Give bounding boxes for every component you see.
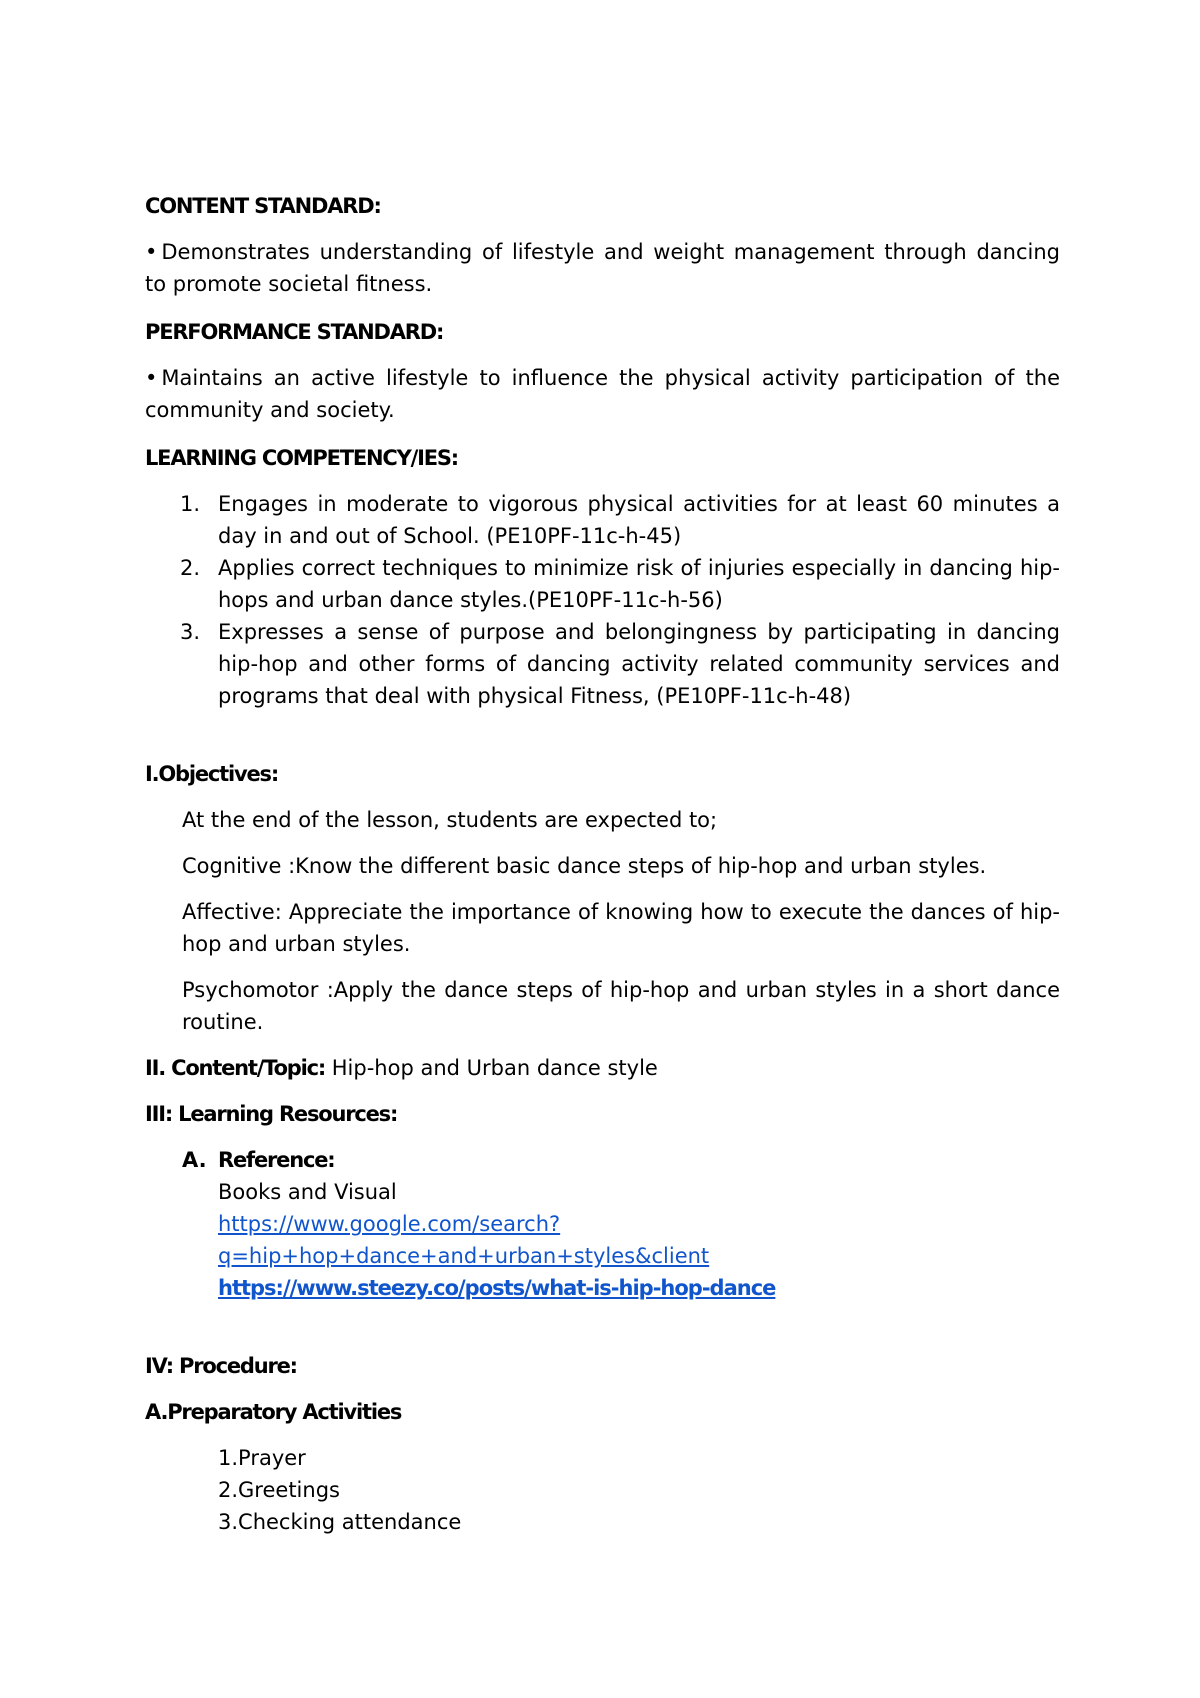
performance-standard-heading: PERFORMANCE STANDARD:	[145, 320, 444, 344]
google-search-link-line1[interactable]: https://www.google.com/search?	[218, 1212, 561, 1236]
google-search-link-line2[interactable]: q=hip+hop+dance+and+urban+styles&client	[218, 1244, 710, 1268]
content-topic-label: II. Content/Topic:	[145, 1056, 326, 1080]
performance-standard-text: • Maintains an active lifestyle to influence the physical activity participation of the community and society.	[145, 366, 1060, 422]
content-topic	[145, 1052, 1060, 1084]
reference-block	[145, 1144, 1060, 1304]
objectives-heading: I.Objectives:	[145, 762, 279, 786]
content-topic-value: Hip-hop and Urban dance style	[325, 1056, 658, 1080]
reference-label: Reference:	[218, 1148, 335, 1172]
list-item: 3.Checking attendance	[218, 1510, 462, 1534]
objectives-intro: At the end of the lesson, students are expected to;	[182, 808, 718, 832]
objective-affective: Affective: Appreciate the importance of knowing how to execute the dances of hip-hop and urban styles.	[182, 900, 1060, 956]
learning-resources-heading: III: Learning Resources:	[145, 1102, 398, 1126]
lesson-plan-page	[145, 190, 1060, 1538]
content-standard-text: • Demonstrates understanding of lifestyle and weight management through dancing to promote societal fitness.	[145, 240, 1060, 296]
learning-competency-heading: LEARNING COMPETENCY/IES:	[145, 446, 458, 470]
preparatory-activities-heading: A.Preparatory Activities	[145, 1400, 402, 1424]
bullet-icon: •	[145, 240, 158, 264]
objective-psychomotor: Psychomotor :Apply the dance steps of hip-hop and urban styles in a short dance routine.	[182, 978, 1060, 1034]
preparatory-list	[145, 1442, 1060, 1538]
list-item: 2.Greetings	[218, 1478, 340, 1502]
objective-cognitive: Cognitive :Know the different basic dance steps of hip-hop and urban styles.	[182, 854, 987, 878]
competency-item: 1. Engages in moderate to vigorous physical activities for at least 60 minutes a day in and out of School. (PE10PF-11c-h-45)	[180, 492, 1060, 548]
competency-item: 3. Expresses a sense of purpose and belongingness by participating in dancing hip-hop and other forms of dancing activity related community services and programs that deal with physical Fitness, (PE10PF-11c-h-48)	[180, 620, 1060, 708]
content-standard-heading: CONTENT STANDARD:	[145, 194, 381, 218]
bullet-icon: •	[145, 366, 158, 390]
list-item: 1.Prayer	[218, 1446, 306, 1470]
steezy-link[interactable]: https://www.steezy.co/posts/what-is-hip-hop-dance	[218, 1276, 776, 1300]
procedure-heading: IV: Procedure:	[145, 1354, 297, 1378]
reference-books: Books and Visual	[218, 1180, 397, 1204]
competency-list	[145, 488, 1060, 712]
competency-item: 2. Applies correct techniques to minimize risk of injuries especially in dancing hip-hops and urban dance styles.(PE10PF-11c-h-56)	[180, 556, 1060, 612]
objectives-block	[145, 804, 1060, 1038]
reference-letter: A.	[182, 1148, 207, 1172]
